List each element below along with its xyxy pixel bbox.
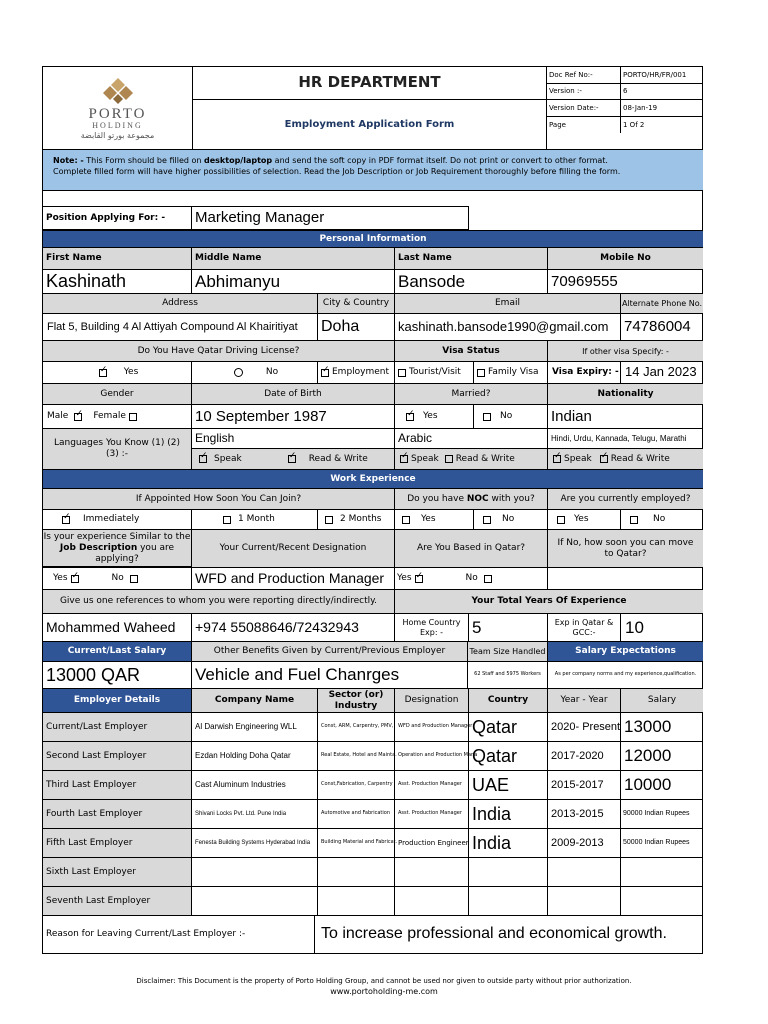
middle-name-label: Middle Name [192,248,395,270]
mobile-field[interactable]: 70969555 [548,270,703,294]
doc-ref-value: PORTO/HR/FR/001 [621,67,703,84]
alt-phone-field[interactable]: 74786004 [621,314,703,341]
sector-cell[interactable]: Const, ARM, Carpentry, PMV, [318,713,395,742]
alt-phone-label: Alternate Phone No. [621,294,703,314]
noc-no-option[interactable] [474,510,548,530]
checked-icon[interactable] [600,455,608,463]
salary-field[interactable]: 13000 QAR [43,662,192,689]
country-header: Country [469,689,548,713]
company-name-cell[interactable] [192,858,318,887]
unchecked-icon[interactable] [483,516,491,524]
female-checkbox[interactable] [129,413,137,421]
read-write-label: Read & Write [308,453,368,464]
employed-yes-option[interactable] [548,510,621,530]
lang3-skills [548,449,703,470]
company-name-cell[interactable]: Al Darwish Engineering WLL [192,713,318,742]
note-prefix: Note: - [53,156,84,165]
company-name-cell[interactable]: Ezdan Holding Doha Qatar [192,742,318,771]
reference-question: Give us one references to whom you were reporting directly/indirectly. [43,590,395,614]
position-value[interactable]: Marketing Manager [192,206,469,230]
last-name-label: Last Name [395,248,548,270]
note-text-1: This Form should be filled on [83,156,205,165]
employer-label: Second Last Employer [43,742,192,771]
speak-label: Speak [564,453,592,464]
checked-icon[interactable] [406,413,414,421]
employed-no-option[interactable] [621,510,703,530]
similar-text-b: Job Description [59,543,138,553]
female-label: Female [93,411,126,422]
salary-cell[interactable]: 90000 Indian Rupees [621,800,703,829]
employer-label: Third Last Employer [43,771,192,800]
sector-cell[interactable] [318,887,395,916]
designation-cell[interactable] [395,858,469,887]
visa-tourist-label: Tourist/Visit [409,367,461,378]
sector-header: Sector (or) Industry [318,689,395,713]
employer-label: Sixth Last Employer [43,858,192,887]
logo-block [43,67,193,149]
sector-cell[interactable]: Building Material and Fabricat. [318,829,395,858]
unchecked-icon[interactable] [445,455,453,463]
salary-label: Current/Last Salary [43,642,192,662]
license-yes-label: Yes [123,367,139,378]
team-size-label: Team Size Handled [468,642,548,662]
similar-question [43,530,192,567]
middle-name-field[interactable]: Abhimanyu [192,270,395,294]
version-date-value: 08-Jan-19 [621,100,703,117]
years-cell[interactable] [548,887,621,916]
license-question: Do You Have Qatar Driving License? [43,341,395,362]
join-2-months-option[interactable] [318,510,395,530]
male-checkbox[interactable] [74,413,82,421]
similar-text-a: Is your experience Similar to the [43,532,191,542]
married-yes-option[interactable] [395,405,474,429]
form-title: Employment Application Form [193,100,547,149]
country-cell[interactable]: India [469,829,548,858]
sector-cell[interactable] [318,858,395,887]
unchecked-icon[interactable] [223,516,231,524]
note-box [43,150,703,191]
designation-cell[interactable]: Production Engineer [395,829,469,858]
move-question: If No, how soon you can move to Qatar? [548,530,703,567]
dob-label: Date of Birth [192,384,395,405]
disclaimer: Disclaimer: This Document is the property of Porto Holding Group, and cannot be used nor given to outside party without prior authorization. [136,976,632,985]
speak-label: Speak [214,453,242,464]
employer-details-header: Employer Details [43,689,192,713]
salary-expectations-field[interactable]: As per company norms and my experience,qualification. [548,662,703,689]
salary-cell[interactable]: 50000 Indian Rupees [621,829,703,858]
designation-cell[interactable]: Asst. Production Manager [395,800,469,829]
visa-family-option[interactable] [474,362,548,384]
based-no-label: No [465,573,478,584]
based-yes-label: Yes [397,573,412,584]
language-1-field[interactable]: English [192,429,395,449]
years-cell[interactable] [548,858,621,887]
license-yes-option[interactable] [43,362,192,384]
first-name-field[interactable]: Kashinath [43,270,192,294]
note-bold: desktop/laptop [204,156,273,165]
email-label: Email [395,294,621,314]
note-line-2: Complete filled form will have higher possibilities of selection. Read the Job Description or Job Requirement thoroughly before filling the form. [53,167,621,176]
join-immediately-option[interactable] [43,510,192,530]
sector-cell[interactable]: Const,Fabrication, Carpentry [318,771,395,800]
checked-icon[interactable] [99,369,107,377]
married-yes-label: Yes [423,411,438,422]
country-cell[interactable]: Qatar [469,713,548,742]
page-label: Page [547,117,621,133]
other-visa-label: If other visa Specify: - [548,341,703,362]
noc-text-b: NOC [466,493,489,504]
nationality-field[interactable]: Indian [548,405,703,429]
team-size-field[interactable]: 62 Staff and 5975 Workers [468,662,548,689]
company-name-cell[interactable]: Cast Aluminum Industries [192,771,318,800]
checked-icon[interactable] [553,455,561,463]
language-2-field[interactable]: Arabic [395,429,548,449]
years-cell[interactable]: 2013-2015 [548,800,621,829]
personal-info-header: Personal Information [43,230,703,248]
company-name-header: Company Name [192,689,318,713]
immediately-label: Immediately [83,514,140,525]
noc-no-label: No [502,514,515,525]
designation-question: Your Current/Recent Designation [192,530,395,567]
sector-cell[interactable]: Automotive and Fabrication [318,800,395,829]
married-label: Married? [395,384,548,405]
mobile-label: Mobile No [548,248,703,270]
reference-name-field[interactable]: Mohammed Waheed [43,614,192,642]
qatar-exp-field[interactable]: 10 [621,614,703,642]
company-name-cell[interactable]: Shivani Locks Pvt. Ltd. Pune India [192,800,318,829]
radio-icon[interactable] [234,368,243,377]
one-month-label: 1 Month [238,514,275,525]
sector-cell[interactable]: Real Estate, Hotel and Mainta. [318,742,395,771]
company-subname: HOLDING [92,121,143,131]
speak-label: Speak [411,453,439,464]
years-cell[interactable]: 2015-2017 [548,771,621,800]
designation-cell[interactable]: WFD and Production Manager [395,713,469,742]
first-name-label: First Name [43,248,192,270]
visa-employment-option[interactable] [318,362,395,384]
similar-text-c: you are applying? [95,543,175,564]
employer-label: Seventh Last Employer [43,887,192,916]
license-no-option[interactable] [192,362,318,384]
gender-options [43,405,192,429]
country-cell[interactable] [469,858,548,887]
designation-cell[interactable]: Asst. Production Manager [395,771,469,800]
home-exp-field[interactable]: 5 [469,614,548,642]
country-cell[interactable]: UAE [469,771,548,800]
salary-cell[interactable]: 10000 [621,771,703,800]
similar-yes-label: Yes [53,573,68,584]
based-options [395,567,548,590]
designation-field[interactable]: WFD and Production Manager [192,567,395,590]
noc-question [395,489,548,510]
based-question: Are You Based in Qatar? [395,530,548,567]
version-label: Version :- [547,84,621,100]
department-title: HR DEPARTMENT [193,67,547,100]
doc-ref-label: Doc Ref No:- [547,67,621,84]
last-name-field[interactable]: Bansode [395,270,548,294]
unchecked-icon[interactable] [630,516,638,524]
salary-cell[interactable] [621,887,703,916]
married-no-option[interactable] [474,405,548,429]
unchecked-icon[interactable] [325,516,333,524]
website-link[interactable]: www.portoholding-me.com [330,987,438,997]
country-cell[interactable]: India [469,800,548,829]
based-yes-checkbox[interactable] [415,575,423,583]
city-field[interactable]: Doha [318,314,395,341]
company-arabic: مجموعة بورتو القابضة [80,130,155,140]
country-cell[interactable]: Qatar [469,742,548,771]
employer-label: Fourth Last Employer [43,800,192,829]
lang1-skills [192,449,395,470]
gender-label: Gender [43,384,192,405]
nationality-label: Nationality [548,384,703,405]
dob-field[interactable]: 10 September 1987 [192,405,395,429]
reason-field[interactable]: To increase professional and economical growth. [321,925,667,943]
visa-status-label: Visa Status [395,341,548,362]
languages-label: Languages You Know (1) (2) (3) :- [43,429,192,470]
unchecked-icon[interactable] [402,516,410,524]
unchecked-icon[interactable] [477,369,485,377]
salary-cell[interactable]: 12000 [621,742,703,771]
male-label: Male [47,411,69,422]
checked-icon[interactable] [288,455,296,463]
two-months-label: 2 Months [340,514,382,525]
visa-employment-label: Employment [332,367,390,378]
version-date-label: Version Date:- [547,100,621,117]
visa-tourist-option[interactable] [395,362,474,384]
similar-no-checkbox[interactable] [130,575,138,583]
noc-text-a: Do you have [407,493,467,504]
visa-expiry-label: Visa Expiry: - [548,362,621,384]
salary-cell[interactable] [621,858,703,887]
year-header: Year - Year [548,689,621,713]
company-name: PORTO [88,106,147,123]
designation-header: Designation [395,689,469,713]
country-cell[interactable] [469,887,548,916]
page-value: 1 Of 2 [623,120,645,129]
designation-cell[interactable]: Operation and Production Mana [395,742,469,771]
join-question: If Appointed How Soon You Can Join? [43,489,395,510]
salary-expectations-label: Salary Expectations [548,642,703,662]
years-cell[interactable]: 2020- Present [548,713,621,742]
note-text-2: and send the soft copy in PDF format itself. Do not print or convert to other format. [272,156,608,165]
noc-text-c: with you? [488,493,535,504]
position-label: Position Applying For: - [43,206,192,230]
checked-icon[interactable] [400,455,408,463]
benefits-label: Other Benefits Given by Current/Previous Employer [192,642,468,662]
salary-cell[interactable]: 13000 [621,713,703,742]
years-cell[interactable]: 2017-2020 [548,742,621,771]
employer-label: Current/Last Employer [43,713,192,742]
total-exp-label: Your Total Years Of Experience [395,590,703,614]
checked-icon[interactable] [321,369,329,377]
checked-icon[interactable] [62,516,70,524]
home-exp-label: Home Country Exp: - [395,614,469,642]
employed-no-label: No [653,514,666,525]
move-field[interactable] [548,567,703,590]
email-field[interactable]: kashinath.bansode1990@gmail.com [395,314,621,341]
version-value: 6 [621,84,703,100]
checked-icon[interactable] [199,455,207,463]
work-experience-header: Work Experience [43,470,703,489]
based-no-checkbox[interactable] [484,575,492,583]
benefits-field[interactable]: Vehicle and Fuel Chanrges [192,662,468,689]
porto-logo-icon [101,76,135,106]
unchecked-icon[interactable] [557,516,565,524]
employer-label: Fifth Last Employer [43,829,192,858]
years-cell[interactable]: 2009-2013 [548,829,621,858]
employed-yes-label: Yes [574,514,589,525]
read-write-label: Read & Write [455,453,515,464]
lang2-skills [395,449,548,470]
join-1-month-option[interactable] [192,510,318,530]
married-no-label: No [500,411,513,422]
noc-yes-option[interactable] [395,510,474,530]
qatar-exp-label: Exp in Qatar & GCC:- [548,614,621,642]
visa-family-label: Family Visa [488,367,539,378]
noc-yes-label: Yes [421,514,436,525]
license-no-label: No [265,367,279,378]
unchecked-icon[interactable] [398,369,406,377]
address-label: Address [43,294,318,314]
salary-header: Salary [621,689,703,713]
language-3-field[interactable]: Hindi, Urdu, Kannada, Telugu, Marathi [548,429,703,449]
city-label: City & Country [318,294,395,314]
reference-phone-field[interactable]: +974 55088646/72432943 [192,614,395,642]
address-field[interactable]: Flat 5, Building 4 Al Attiyah Compound Al Khairitiyat [43,314,318,341]
reason-label: Reason for Leaving Current/Last Employer :- [43,916,315,953]
company-name-cell[interactable] [192,887,318,916]
employed-question: Are you currently employed? [548,489,703,510]
similar-no-label: No [111,573,124,584]
designation-cell[interactable] [395,887,469,916]
visa-expiry-field[interactable]: 14 Jan 2023 [621,362,703,384]
company-name-cell[interactable]: Fenesta Building Systems Hyderabad India [192,829,318,858]
unchecked-icon[interactable] [483,413,491,421]
read-write-label: Read & Write [610,453,670,464]
similar-yes-checkbox[interactable] [71,575,79,583]
similar-options [43,567,192,590]
